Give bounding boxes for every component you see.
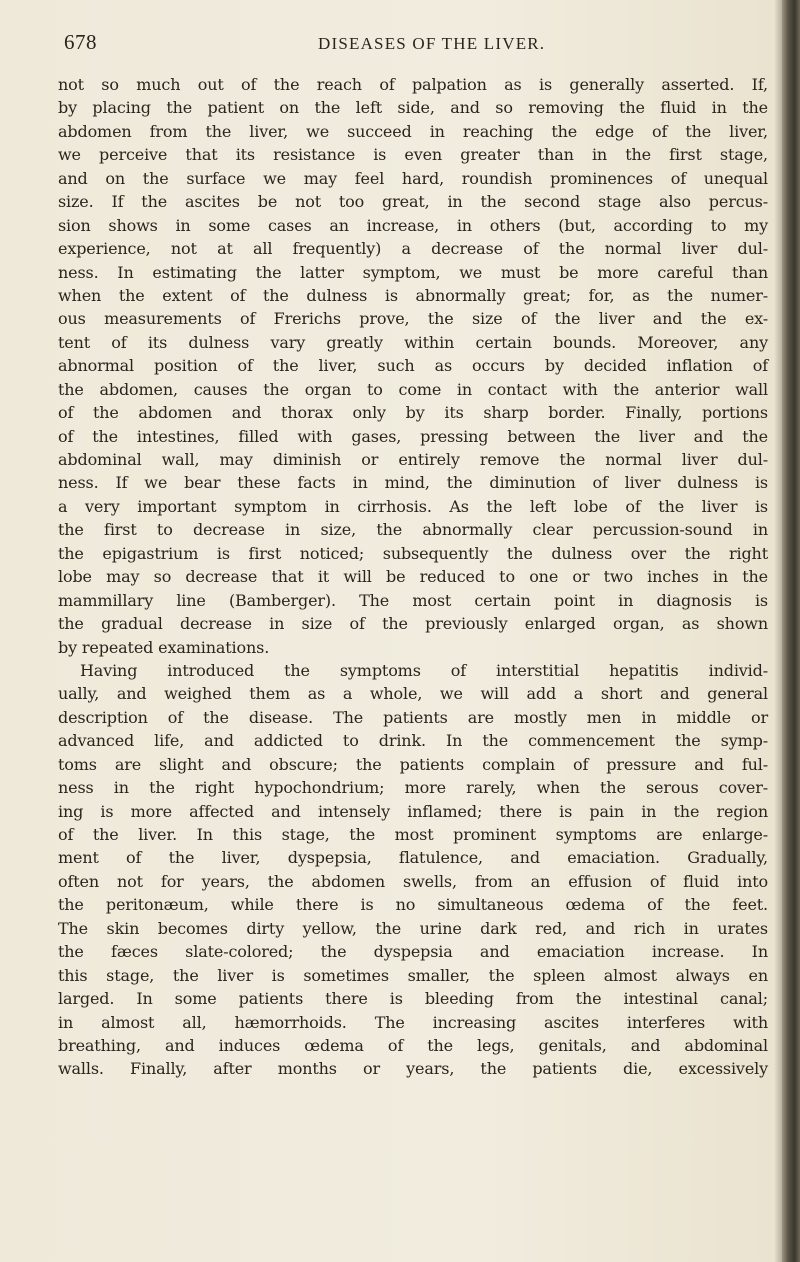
text-line: experience, not at all frequently) a decrease of the normal liver dul-	[58, 239, 768, 259]
text-line: ment of the liver, dyspepsia, flatulence, and emaciation. Gradually,	[58, 848, 768, 868]
text-line: of the liver. In this stage, the most prominent symptoms are enlarge-	[58, 825, 768, 844]
text-line: larged. In some patients there is bleeding from the intestinal canal;	[58, 989, 768, 1009]
text-line: we perceive that its resistance is even greater than in the first stage,	[58, 145, 768, 165]
text-line: abdominal wall, may diminish or entirely remove the normal liver dul-	[58, 450, 768, 469]
text-line: toms are slight and obscure; the patients complain of pressure and ful-	[58, 754, 768, 774]
running-head: DISEASES OF THE LIVER.	[318, 34, 546, 53]
text-line: ness. In estimating the latter symptom, we must be more careful than	[58, 262, 768, 282]
text-line: abdomen from the liver, we succeed in reaching the edge of the liver,	[58, 121, 768, 141]
text-line: the epigastrium is first noticed; subsequently the dulness over the right	[58, 543, 768, 563]
text-line: The skin becomes dirty yellow, the urine dark red, and rich in urates	[58, 918, 768, 938]
text-line: often not for years, the abdomen swells, from an effusion of fluid into	[58, 871, 768, 891]
page-gutter-shadow	[774, 0, 782, 1262]
text-line: the gradual decrease in size of the previously enlarged organ, as shown	[58, 614, 768, 634]
text-line: ually, and weighed them as a whole, we will add a short and general	[58, 684, 768, 704]
text-line: size. If the ascites be not too great, in the second stage also percus-	[58, 192, 768, 212]
page-header	[64, 30, 764, 60]
text-line: abnormal position of the liver, such as occurs by decided inflation of	[58, 356, 768, 376]
text-line: the fæces slate-colored; the dyspepsia and emaciation increase. In	[58, 942, 768, 962]
text-line: description of the disease. The patients are mostly men in middle or	[58, 707, 768, 727]
text-line: in almost all, hæmorrhoids. The increasing ascites interferes with	[58, 1012, 768, 1032]
text-line: a very important symptom in cirrhosis. As the left lobe of the liver is	[58, 496, 768, 516]
text-line: lobe may so decrease that it will be reduced to one or two inches in the	[58, 567, 768, 587]
text-line: mammillary line (Bamberger). The most certain point in diagnosis is	[58, 590, 768, 610]
text-line: advanced life, and addicted to drink. In the commencement the symp-	[58, 731, 768, 751]
text-line: ness in the right hypochondrium; more rarely, when the serous cover-	[58, 778, 768, 798]
text-line: this stage, the liver is sometimes smaller, the spleen almost always en	[58, 965, 768, 985]
text-line: the abdomen, causes the organ to come in contact with the anterior wall	[58, 379, 768, 399]
text-line: of the abdomen and thorax only by its sharp border. Finally, portions	[58, 403, 768, 423]
body-text	[58, 73, 768, 1081]
text-line: of the intestines, filled with gases, pressing between the liver and the	[58, 426, 768, 446]
text-line: walls. Finally, after months or years, the patients die, excessively	[58, 1059, 768, 1079]
text-line: Having introduced the symptoms of interstitial hepatitis individ-	[80, 660, 768, 680]
text-line: ous measurements of Frerichs prove, the size of the liver and the ex-	[58, 309, 768, 329]
text-line: not so much out of the reach of palpation as is generally asserted. If,	[58, 75, 768, 94]
text-line: by placing the patient on the left side, and so removing the fluid in the	[58, 98, 768, 118]
text-line: breathing, and induces œdema of the legs, genitals, and abdominal	[58, 1035, 768, 1055]
page-number: 678	[64, 30, 97, 54]
text-line: the peritonæum, while there is no simultaneous œdema of the feet.	[58, 895, 768, 915]
text-line: by repeated examinations.	[58, 637, 270, 657]
text-line: ness. If we bear these facts in mind, the diminution of liver dulness is	[58, 473, 768, 493]
text-line: when the extent of the dulness is abnormally great; for, as the numer-	[58, 285, 768, 305]
text-line: the first to decrease in size, the abnormally clear percussion-sound in	[58, 520, 768, 540]
text-line: sion shows in some cases an increase, in others (but, according to my	[58, 215, 768, 235]
text-line: tent of its dulness vary greatly within certain bounds. Moreover, any	[58, 332, 768, 352]
page-edge	[782, 0, 800, 1262]
text-line: and on the surface we may feel hard, roundish prominences of unequal	[58, 168, 768, 188]
text-line: ing is more affected and intensely inflamed; there is pain in the region	[58, 801, 768, 821]
